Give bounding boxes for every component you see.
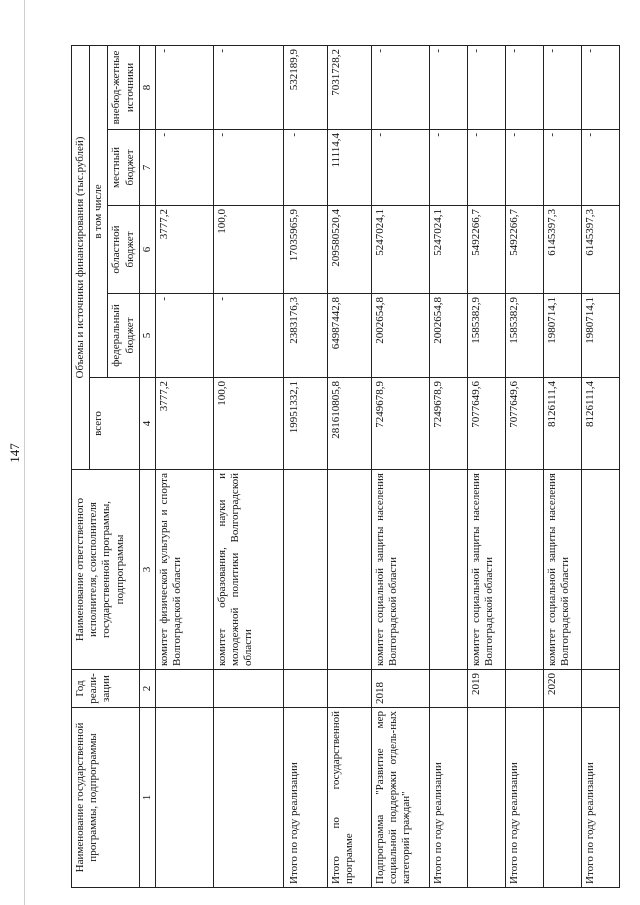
cell-local: 11114,4 [327, 130, 371, 206]
cell-federal: 2002654,8 [429, 294, 467, 378]
cell-executor [581, 470, 619, 670]
page-number: 147 [7, 443, 22, 463]
table-row [327, 45, 371, 887]
cell-local: - [505, 130, 543, 206]
cell-extrabudget: - [213, 45, 283, 129]
cell-total: 100,0 [213, 378, 283, 470]
cell-total: 8126111,4 [543, 378, 581, 470]
cell-extrabudget: - [429, 45, 467, 129]
column-number: 4 [139, 378, 155, 470]
cell-regional: 3777,2 [155, 206, 213, 294]
financing-table [71, 45, 620, 888]
cell-federal: 1585382,9 [467, 294, 505, 378]
cell-year [283, 670, 327, 708]
cell-executor: комитет образования, науки и молодежной политики Волгоградской области [213, 470, 283, 670]
column-number: 3 [139, 470, 155, 670]
cell-federal: - [213, 294, 283, 378]
cell-extrabudget: - [155, 45, 213, 129]
header-program-name: Наименование государственной программы, подпрограммы [72, 708, 140, 888]
rotated-page [71, 46, 606, 888]
column-number: 5 [139, 294, 155, 378]
cell-federal: 1980714,1 [581, 294, 619, 378]
table-row [581, 45, 619, 887]
cell-local: - [467, 130, 505, 206]
header-executor: Наименование ответственного исполнителя, соисполнителя государственной программы, подпрограммы [72, 470, 140, 670]
cell-total: 7077649,6 [505, 378, 543, 470]
cell-extrabudget: - [371, 45, 429, 129]
cell-federal: 2383176,3 [283, 294, 327, 378]
header-total: всего [90, 378, 140, 470]
cell-federal: 1980714,1 [543, 294, 581, 378]
cell-executor: комитет социальной защиты населения Волгоградской области [371, 470, 429, 670]
cell-total: 7077649,6 [467, 378, 505, 470]
cell-year: 2018 [371, 670, 429, 708]
cell-program: Итого по году реализации [429, 708, 467, 888]
cell-federal: 2002654,8 [371, 294, 429, 378]
cell-year [327, 670, 371, 708]
cell-extrabudget: - [581, 45, 619, 129]
cell-program [155, 708, 213, 888]
cell-program: Итого по году реализации [505, 708, 543, 888]
cell-local: - [581, 130, 619, 206]
cell-regional: 6145397,3 [543, 206, 581, 294]
column-number: 6 [139, 206, 155, 294]
cell-total: 7249678,9 [429, 378, 467, 470]
cell-program: Подпрограмма "Развитие мер социальной поддержки отдель-ных категорий граждан" [371, 708, 429, 888]
header-financing-group: Объемы и источники финансирования (тыс.рублей) [72, 45, 90, 469]
table-row [505, 45, 543, 887]
cell-federal: - [155, 294, 213, 378]
cell-year: 2019 [467, 670, 505, 708]
header-local: местный бюджет [108, 130, 139, 206]
cell-local: - [283, 130, 327, 206]
cell-federal: 64987442,8 [327, 294, 371, 378]
cell-total: 19951332,1 [283, 378, 327, 470]
scan-edge-line [24, 0, 25, 905]
cell-regional: 5247024,1 [429, 206, 467, 294]
header-regional: областной бюджет [108, 206, 139, 294]
header-including: в том числе [90, 45, 108, 377]
table-row [155, 45, 213, 887]
cell-local: - [543, 130, 581, 206]
cell-executor: комитет социальной защиты населения Волгоградской области [467, 470, 505, 670]
cell-total: 3777,2 [155, 378, 213, 470]
cell-executor [429, 470, 467, 670]
cell-regional: 17035965,9 [283, 206, 327, 294]
table-row [283, 45, 327, 887]
cell-year [429, 670, 467, 708]
header-row-1 [72, 45, 90, 887]
cell-regional: 209580520,4 [327, 206, 371, 294]
cell-year [213, 670, 283, 708]
cell-year [155, 670, 213, 708]
table-row [213, 45, 283, 887]
column-number: 2 [139, 670, 155, 708]
cell-federal: 1585382,9 [505, 294, 543, 378]
cell-year [581, 670, 619, 708]
cell-local: - [213, 130, 283, 206]
cell-program: Итого по году реализации [581, 708, 619, 888]
header-year: Год реали-зации [72, 670, 140, 708]
column-number: 8 [139, 45, 155, 129]
cell-extrabudget: - [543, 45, 581, 129]
cell-extrabudget: - [505, 45, 543, 129]
cell-program [467, 708, 505, 888]
table-row [371, 45, 429, 887]
cell-total: 8126111,4 [581, 378, 619, 470]
cell-total: 281610805,8 [327, 378, 371, 470]
cell-regional: 5492266,7 [505, 206, 543, 294]
cell-program: Итого по государственной программе [327, 708, 371, 888]
table-row [429, 45, 467, 887]
cell-program [213, 708, 283, 888]
table-row [467, 45, 505, 887]
header-federal: федеральный бюджет [108, 294, 139, 378]
cell-executor [327, 470, 371, 670]
cell-total: 7249678,9 [371, 378, 429, 470]
header-extrabudget: внебюд-жетные источники [108, 45, 139, 129]
cell-local: - [155, 130, 213, 206]
cell-regional: 100,0 [213, 206, 283, 294]
cell-year [505, 670, 543, 708]
cell-regional: 5247024,1 [371, 206, 429, 294]
cell-regional: 6145397,3 [581, 206, 619, 294]
cell-executor: комитет физической культуры и спорта Волгоградской области [155, 470, 213, 670]
cell-local: - [371, 130, 429, 206]
cell-executor [283, 470, 327, 670]
column-number: 7 [139, 130, 155, 206]
cell-year: 2020 [543, 670, 581, 708]
cell-extrabudget: 532189,9 [283, 45, 327, 129]
cell-executor: комитет социальной защиты населения Волгоградской области [543, 470, 581, 670]
cell-program [543, 708, 581, 888]
cell-extrabudget: - [467, 45, 505, 129]
cell-extrabudget: 7031728,2 [327, 45, 371, 129]
table-row [543, 45, 581, 887]
cell-regional: 5492266,7 [467, 206, 505, 294]
cell-executor [505, 470, 543, 670]
cell-program: Итого по году реализации [283, 708, 327, 888]
cell-local: - [429, 130, 467, 206]
column-number: 1 [139, 708, 155, 888]
column-number-row [139, 45, 155, 887]
